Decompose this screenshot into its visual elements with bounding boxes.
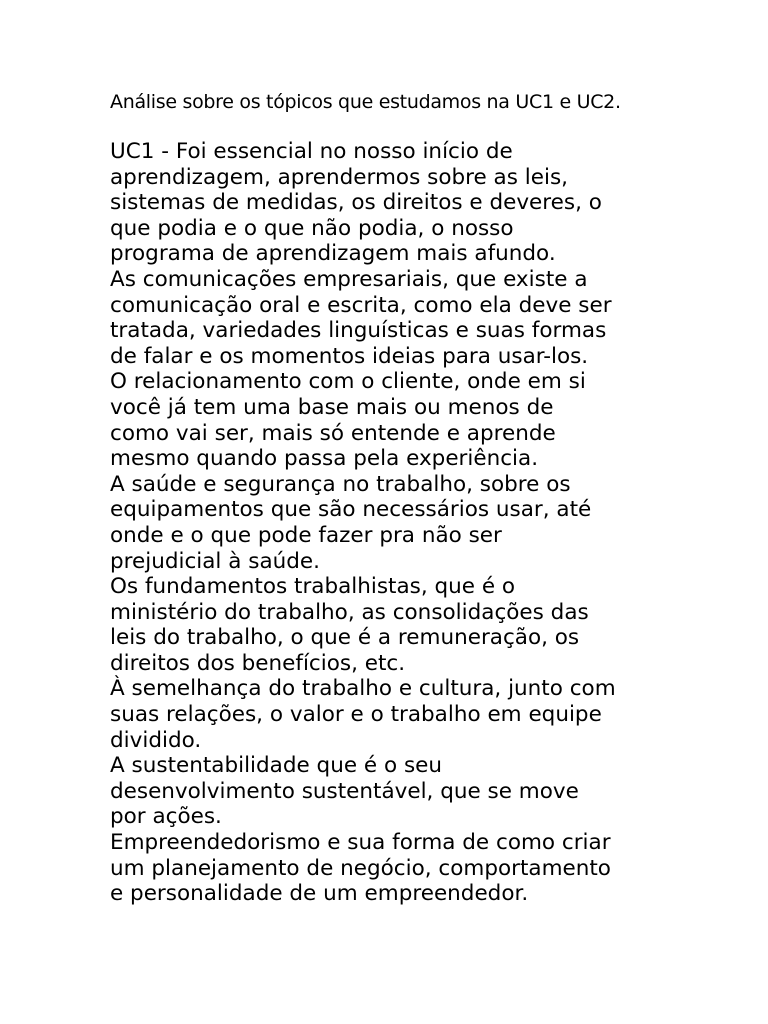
- text-line: por ações.: [110, 804, 222, 830]
- text-line: você já tem uma base mais ou menos de: [110, 394, 554, 420]
- text-line: Empreendedorismo e sua forma de como criar: [110, 830, 611, 856]
- text-line: O relacionamento com o cliente, onde em si: [110, 369, 586, 395]
- document-title: Análise sobre os tópicos que estudamos na UC1 e UC2.: [110, 91, 621, 113]
- document-body: [110, 139, 670, 907]
- text-line: ministério do trabalho, as consolidações das: [110, 599, 589, 625]
- text-line: leis do trabalho, o que é a remuneração, os: [110, 625, 580, 651]
- text-line: desenvolvimento sustentável, que se move: [110, 778, 579, 804]
- text-line: prejudicial à saúde.: [110, 548, 320, 574]
- text-line: sistemas de medidas, os direitos e deveres, o: [110, 190, 602, 216]
- text-line: À semelhança do trabalho e cultura, junto com: [110, 676, 616, 702]
- text-line: programa de aprendizagem mais afundo.: [110, 241, 556, 267]
- text-line: como vai ser, mais só entende e aprende: [110, 420, 556, 446]
- text-line: suas relações, o valor e o trabalho em equipe: [110, 702, 602, 728]
- text-line: As comunicações empresariais, que existe a: [110, 266, 588, 292]
- text-line: Os fundamentos trabalhistas, que é o: [110, 574, 516, 600]
- text-line: comunicação oral e escrita, como ela deve ser: [110, 292, 612, 318]
- text-line: equipamentos que são necessários usar, até: [110, 497, 592, 523]
- text-line: A saúde e segurança no trabalho, sobre os: [110, 471, 571, 497]
- text-line: A sustentabilidade que é o seu: [110, 753, 443, 779]
- text-line: direitos dos benefícios, etc.: [110, 650, 406, 676]
- text-line: dividido.: [110, 727, 202, 753]
- text-line: que podia e o que não podia, o nosso: [110, 215, 514, 241]
- text-line: tratada, variedades linguísticas e suas formas: [110, 318, 607, 344]
- text-line: UC1 - Foi essencial no nosso início de: [110, 139, 513, 164]
- text-line: um planejamento de negócio, comportamento: [110, 855, 611, 881]
- text-line: onde e o que pode fazer pra não ser: [110, 522, 502, 548]
- text-line: e personalidade de um empreendedor.: [110, 881, 529, 907]
- text-line: mesmo quando passa pela experiência.: [110, 446, 539, 472]
- text-line: aprendizagem, aprendermos sobre as leis,: [110, 164, 568, 190]
- text-line: de falar e os momentos ideias para usar-los.: [110, 343, 589, 369]
